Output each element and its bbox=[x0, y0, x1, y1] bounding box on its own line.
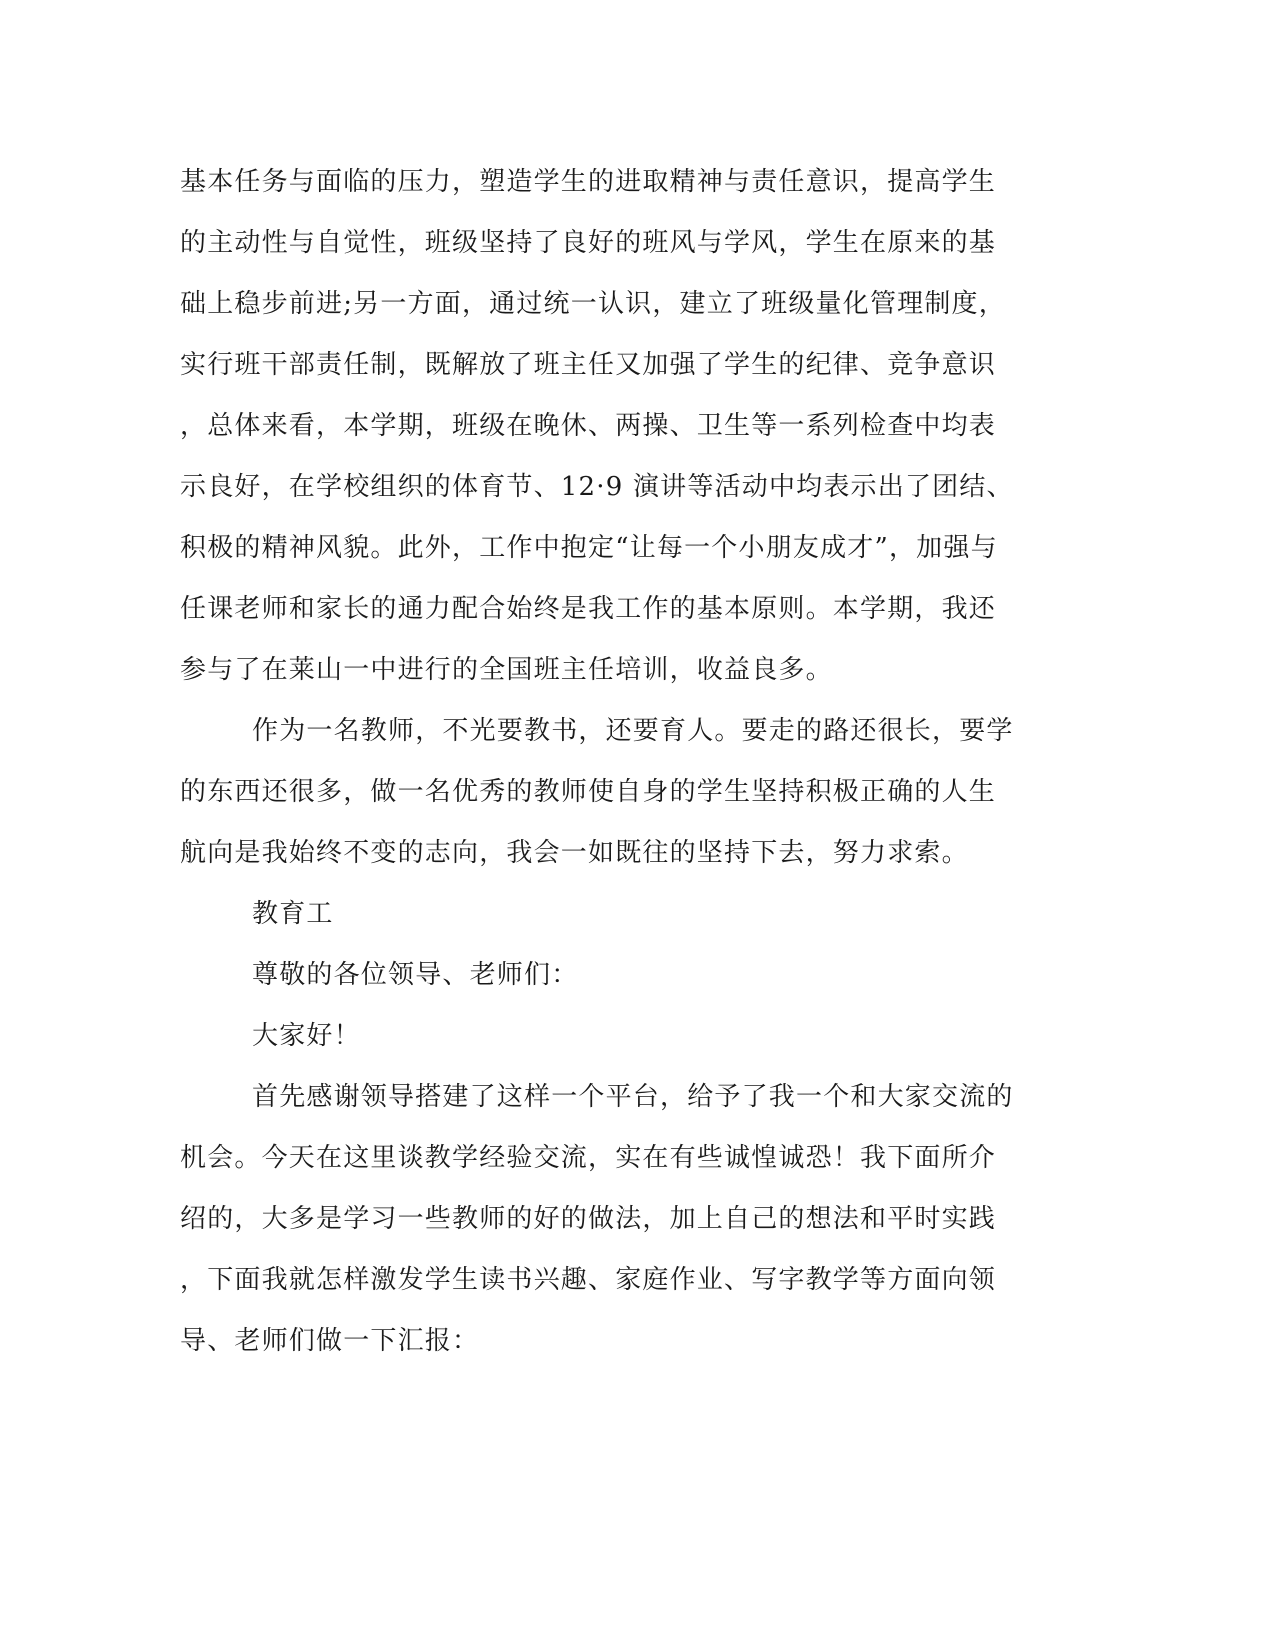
text-line: 基本任务与面临的压力，塑造学生的进取精神与责任意识，提高学生 bbox=[180, 167, 997, 197]
text-line: 导、老师们做一下汇报： bbox=[180, 1326, 480, 1356]
text-line: 任课老师和家长的通力配合始终是我工作的基本原则。本学期，我还 bbox=[180, 594, 997, 624]
paragraph-start-line: 作为一名教师，不光要教书，还要育人。要走的路还很长，要学 bbox=[252, 716, 1014, 746]
text-line: 绍的，大多是学习一些教师的好的做法，加上自己的想法和平时实践 bbox=[180, 1204, 997, 1234]
text-line: 航向是我始终不变的志向，我会一如既往的坚持下去，努力求索。 bbox=[180, 838, 969, 868]
text-line: 实行班干部责任制，既解放了班主任又加强了学生的纪律、竞争意识 bbox=[180, 350, 997, 380]
greeting: 大家好！ bbox=[252, 1021, 361, 1051]
text-line: 积极的精神风貌。此外，工作中抱定“让每一个小朋友成才”，加强与 bbox=[180, 533, 998, 563]
document-body bbox=[180, 152, 1040, 1372]
text-line: ，下面我就怎样激发学生读书兴趣、家庭作业、写字教学等方面向领 bbox=[180, 1265, 997, 1295]
text-line: 参与了在莱山一中进行的全国班主任培训，收益良多。 bbox=[180, 655, 833, 685]
text-line: 机会。今天在这里谈教学经验交流，实在有些诚惶诚恐！我下面所介 bbox=[180, 1143, 997, 1173]
text-line: 的东西还很多，做一名优秀的教师使自身的学生坚持积极正确的人生 bbox=[180, 777, 997, 807]
paragraph-start-line: 首先感谢领导搭建了这样一个平台，给予了我一个和大家交流的 bbox=[252, 1082, 1014, 1112]
section-heading: 教育工 bbox=[252, 899, 334, 929]
salutation: 尊敬的各位领导、老师们： bbox=[252, 960, 579, 990]
text-line: 础上稳步前进;另一方面，通过统一认识，建立了班级量化管理制度， bbox=[180, 289, 1006, 319]
text-line: 示良好，在学校组织的体育节、12·9 演讲等活动中均表示出了团结、 bbox=[180, 472, 1014, 502]
text-line: 的主动性与自觉性，班级坚持了良好的班风与学风，学生在原来的基 bbox=[180, 228, 997, 258]
text-line: ，总体来看，本学期，班级在晚休、两操、卫生等一系列检查中均表 bbox=[180, 411, 997, 441]
